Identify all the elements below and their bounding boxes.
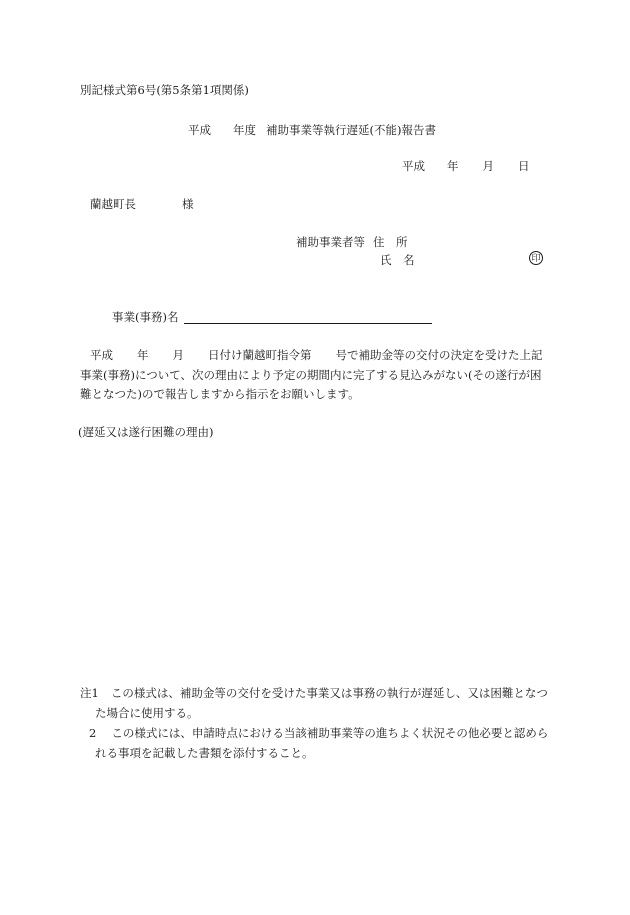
date-year: 年	[447, 159, 459, 173]
project-name-underline	[184, 323, 432, 324]
date-era: 平成	[402, 159, 425, 173]
body-line-2: 事業(事務)について、次の理由により予定の期間内に完了する見込みがない(その遂行が困	[80, 368, 542, 382]
body-month: 月	[172, 348, 184, 362]
project-name-label: 事業(事務)名	[112, 310, 179, 324]
title-name: 補助事業等執行遅延(不能)報告書	[266, 123, 436, 137]
note-2-label: 2	[89, 726, 97, 740]
note-1-label: 注1	[80, 686, 99, 700]
note-2	[89, 728, 548, 740]
note-1	[80, 688, 548, 700]
applicant-address-label: 住 所	[373, 235, 408, 249]
addressee-honorific: 様	[182, 197, 194, 211]
date-line	[402, 161, 530, 173]
date-month: 月	[482, 159, 494, 173]
body-line-3: 難となつた)ので報告しますから指示をお願いします。	[80, 387, 360, 401]
body-era: 平成	[90, 348, 113, 362]
reason-label: (遅延又は遂行困難の理由)	[78, 425, 214, 439]
body-rest: 号で補助金等の交付の決定を受けた上記	[335, 348, 543, 362]
note-1-continuation: た場合に使用する。	[95, 706, 199, 720]
note-2-continuation: れる事項を記載した書類を添付すること。	[95, 746, 314, 760]
document-title	[188, 125, 436, 137]
addressee-name: 蘭越町長	[90, 197, 136, 211]
body-line-1	[90, 350, 543, 362]
form-number: 別記様式第6号(第5条第1項関係)	[80, 83, 249, 97]
body-year: 年	[137, 348, 149, 362]
applicant-label: 補助事業者等	[296, 235, 365, 249]
note-1-line-1: この様式は、補助金等の交付を受けた事業又は事務の執行が遅延し、又は困難となつ	[110, 686, 548, 700]
seal-mark: 印	[529, 251, 543, 265]
date-day: 日	[518, 159, 530, 173]
title-year-suffix: 年度	[233, 123, 256, 137]
note-2-line-1: この様式には、申請時点における当該補助事業等の進ちよく状況その他必要と認めら	[111, 726, 549, 740]
applicant-address-row	[296, 237, 408, 249]
title-era: 平成	[188, 123, 211, 137]
addressee	[90, 199, 194, 211]
body-day-ref: 日付け蘭越町指令第	[208, 348, 312, 362]
applicant-name-label: 氏 名	[380, 253, 415, 267]
